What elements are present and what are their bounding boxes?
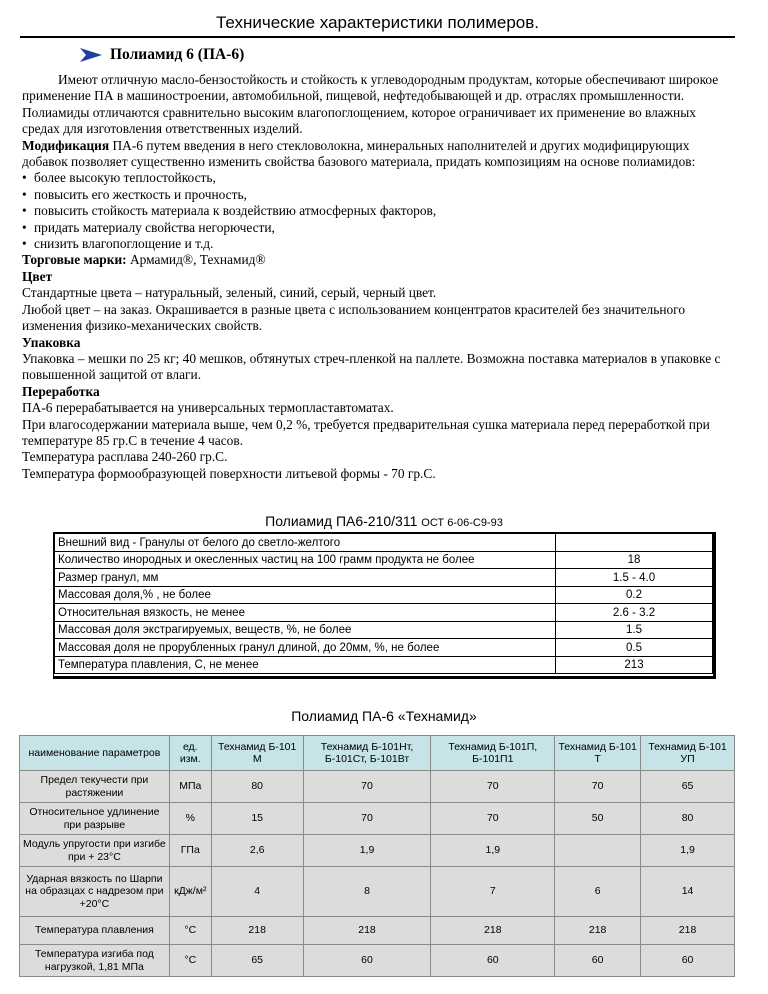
processing-line: Температура расплава 240-260 гр.С.: [22, 449, 228, 465]
table-cell: 80: [641, 803, 735, 835]
modification-label: Модификация: [22, 137, 110, 153]
table-cell: 70: [303, 771, 431, 803]
table-row: [20, 945, 735, 977]
table-cell: 70: [431, 771, 555, 803]
column-header: ед. изм.: [169, 736, 211, 771]
table-cell: 14: [641, 867, 735, 917]
table-cell: 218: [303, 917, 431, 945]
table-cell: 0.5: [556, 639, 713, 657]
table1-standard: ОСТ 6-06-С9-93: [421, 517, 503, 529]
column-header: Технамид Б-101 УП: [641, 736, 735, 771]
column-header: Технамид Б-101 Т: [555, 736, 641, 771]
table-cell: [556, 534, 713, 552]
table-row: [20, 867, 735, 917]
table-cell: 1,9: [431, 835, 555, 867]
table-row: [20, 835, 735, 867]
color-line: Стандартные цвета – натуральный, зеленый, синий, серый, черный цвет.: [22, 285, 437, 301]
processing-line: При влагосодержании материала выше, чем 0,2 %, требуется предварительная сушка материала перед переработкой при температуре 85 гр.С в течение 4 часов.: [22, 416, 710, 448]
table-cell: 218: [431, 917, 555, 945]
table-row: [55, 656, 713, 674]
processing-heading: Переработка: [22, 383, 100, 399]
table-row: [55, 604, 713, 622]
table-cell: Модуль упругости при изгибе при + 23°С: [20, 835, 170, 867]
intro-paragraph: Имеют отличную масло-бензостойкость и стойкость к углеводородным продуктам, которые обеспечивают широкое применение ПА в машиностроении, автомобильной, пищевой, нефтедобывающей и др. отраслях промышленности. Полиамиды отличаются сравнительно высоким влагопоглощением, которое ограничивает их применение во влажных средах для изготовления ответственных изделий.: [22, 72, 719, 137]
table-cell: 1.5: [556, 621, 713, 639]
table-cell: Массовая доля не прорубленных гранул длиной, до 20мм, %, не более: [55, 639, 556, 657]
packaging-text: Упаковка – мешки по 25 кг; 40 мешков, обтянутых стреч-пленкой на паллете. Возможна поставка материалов в упаковке с повышенной защитой от влаги.: [22, 350, 721, 383]
modification-paragraph: [22, 138, 737, 171]
table-cell: 1,9: [641, 835, 735, 867]
page-title: Технические характеристики полимеров.: [20, 8, 735, 38]
arrow-icon: [80, 48, 102, 62]
table-cell: Массовая доля,% , не более: [55, 586, 556, 604]
column-header: Технамид Б-101П, Б-101П1: [431, 736, 555, 771]
table-cell: 60: [303, 945, 431, 977]
table-cell: ГПа: [169, 835, 211, 867]
column-header: наименование параметров: [20, 736, 170, 771]
table-cell: 15: [211, 803, 303, 835]
table-cell: 1,9: [303, 835, 431, 867]
column-header: Технамид Б-101 М: [211, 736, 303, 771]
color-heading: Цвет: [22, 268, 53, 284]
brands-text: Армамид®, Технамид®: [126, 252, 266, 268]
description: [22, 72, 737, 482]
table-cell: [555, 835, 641, 867]
list-item: • повысить его жесткость и прочность,: [22, 187, 737, 203]
table1-title: [0, 513, 768, 529]
table-cell: Количество инородных и окесленных частиц на 100 грамм продукта не более: [55, 551, 556, 569]
table-cell: 0.2: [556, 586, 713, 604]
table-cell: 2.6 - 3.2: [556, 604, 713, 622]
column-header: Технамид Б-101Нт, Б-101Ст, Б-101Вт: [303, 736, 431, 771]
table-cell: 218: [641, 917, 735, 945]
table-cell: °С: [169, 917, 211, 945]
section-heading: [80, 46, 244, 64]
table-row: [20, 917, 735, 945]
table-cell: Размер гранул, мм: [55, 569, 556, 587]
table-cell: %: [169, 803, 211, 835]
table-cell: 60: [431, 945, 555, 977]
packaging-heading: Упаковка: [22, 334, 81, 350]
table2-title: Полиамид ПА-6 «Технамид»: [291, 708, 477, 724]
table-cell: 60: [641, 945, 735, 977]
table-cell: 70: [303, 803, 431, 835]
table-cell: Температура изгиба под нагрузкой, 1,81 МПа: [20, 945, 170, 977]
table-cell: 8: [303, 867, 431, 917]
table-cell: Предел текучести при растяжении: [20, 771, 170, 803]
table-cell: Температура плавления, С, не менее: [55, 656, 556, 674]
brands-label: Торговые марки:: [22, 252, 127, 268]
list-item: • повысить стойкость материала к воздействию атмосферных факторов,: [22, 203, 737, 219]
table-cell: 4: [211, 867, 303, 917]
list-item: • снизить влагопоглощение и т.д.: [22, 236, 737, 252]
table-cell: 2,6: [211, 835, 303, 867]
table-cell: 70: [555, 771, 641, 803]
table1-title-text: Полиамид ПА6-210/311: [265, 513, 418, 529]
table-row: [55, 621, 713, 639]
list-item: • более высокую теплостойкость,: [22, 170, 737, 186]
table-cell: Ударная вязкость по Шарпи на образцах с надрезом при +20°С: [20, 867, 170, 917]
brands-line: [22, 252, 737, 268]
table-cell: 50: [555, 803, 641, 835]
table-cell: Массовая доля экстрагируемых, веществ, %, не более: [55, 621, 556, 639]
table-cell: МПа: [169, 771, 211, 803]
table-cell: 1.5 - 4.0: [556, 569, 713, 587]
table-cell: 18: [556, 551, 713, 569]
table-cell: Внешний вид - Гранулы от белого до светло-желтого: [55, 534, 556, 552]
table-cell: 213: [556, 656, 713, 674]
processing-line: Температура формообразующей поверхности литьевой формы - 70 гр.С.: [22, 465, 436, 481]
table-row: [55, 639, 713, 657]
table-cell: Относительное удлинение при разрыве: [20, 803, 170, 835]
table-cell: 6: [555, 867, 641, 917]
table-row: [55, 586, 713, 604]
table-row: [20, 771, 735, 803]
list-item: • придать материалу свойства негорючести,: [22, 220, 737, 236]
table-cell: Относительная вязкость, не менее: [55, 604, 556, 622]
processing-line: ПА-6 перерабатывается на универсальных термопластавтоматах.: [22, 400, 394, 416]
table-cell: 65: [211, 945, 303, 977]
table-cell: 80: [211, 771, 303, 803]
table-cell: 70: [431, 803, 555, 835]
table-cell: 60: [555, 945, 641, 977]
table-row: [55, 551, 713, 569]
table-cell: Температура плавления: [20, 917, 170, 945]
table-header-row: [20, 736, 735, 771]
table-cell: 65: [641, 771, 735, 803]
table2: [19, 735, 735, 977]
table-cell: °С: [169, 945, 211, 977]
modification-text: ПА-6 путем введения в него стекловолокна, минеральных наполнителей и других модифицирующих добавок позволяет существенно изменить свойства базового материала, придать композициям на основе полиамидов:: [22, 137, 696, 170]
table-cell: кДж/м²: [169, 867, 211, 917]
table-cell: 218: [211, 917, 303, 945]
table-cell: 7: [431, 867, 555, 917]
color-line: Любой цвет – на заказ. Окрашивается в разные цвета с использованием концентратов красителей без значительного изменения физико-механических свойств.: [22, 301, 686, 334]
table1: [53, 532, 716, 679]
table-cell: 218: [555, 917, 641, 945]
table-row: [55, 569, 713, 587]
table-row: [55, 534, 713, 552]
section-title: Полиамид 6 (ПА-6): [110, 46, 245, 63]
table-row: [20, 803, 735, 835]
